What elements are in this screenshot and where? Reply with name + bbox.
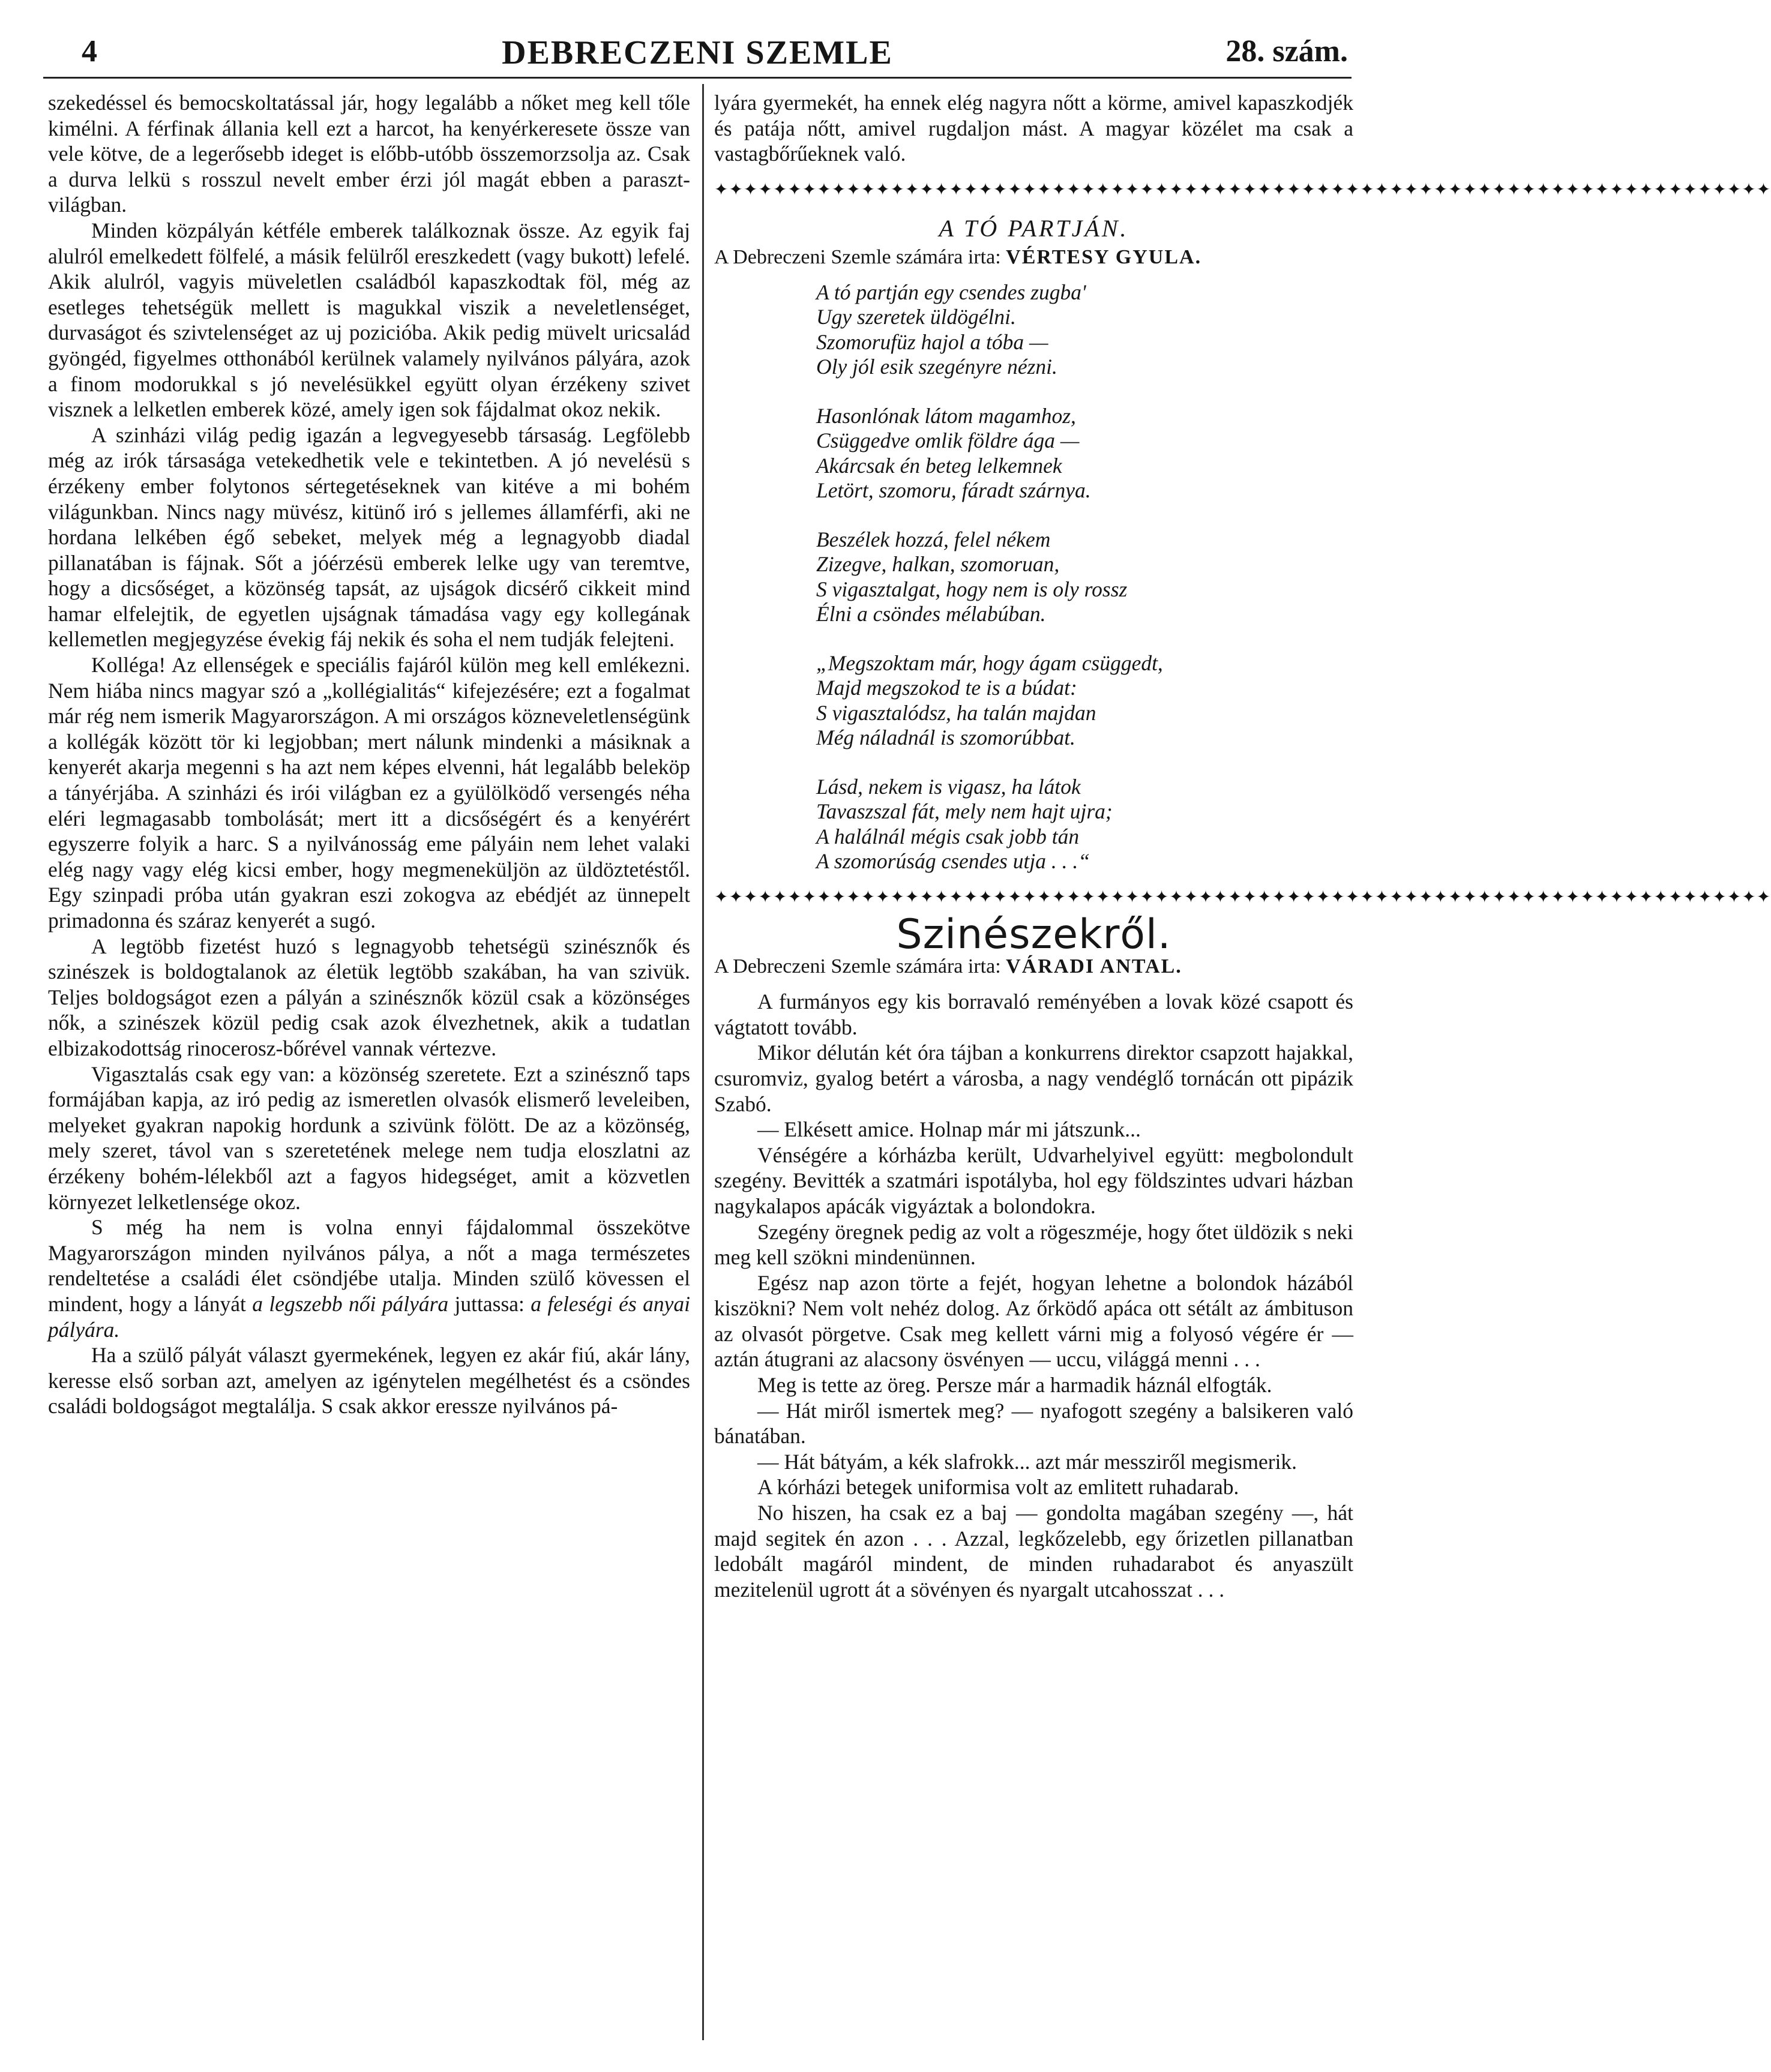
- poem-stanza: [816, 404, 1353, 503]
- poem-line: Letört, szomoru, fáradt szárnya.: [816, 478, 1091, 503]
- page-number: 4: [82, 34, 97, 68]
- paragraph: [48, 1215, 690, 1342]
- paragraph: lyára gyermekét, ha ennek elég nagyra nőtt a körme, amivel kapaszkodjék és patája nőtt, amivel rugdaljon mást. A magyar közélet ma csak a vastagbőrűeknek való.: [714, 91, 1353, 166]
- poem-line: Beszélek hozzá, felel nékem: [816, 527, 1051, 551]
- poem-line: Tavaszszal fát, mely nem hajt ujra;: [816, 799, 1113, 824]
- left-column: [48, 90, 690, 1419]
- poem-line: Lásd, nekem is vigasz, ha látok: [816, 774, 1081, 799]
- poem-line: S vigasztalódsz, ha talán majdan: [816, 700, 1096, 725]
- paragraph: — Hát miről ismertek meg? — nyafogott szegény a balsikeren való bánatában.: [714, 1398, 1353, 1449]
- poem-author: VÉRTESY GYULA.: [1006, 246, 1202, 269]
- right-column: [714, 90, 1771, 1602]
- paragraph: A kórházi betegek uniformisa volt az emlitett ruhadarab.: [757, 1475, 1239, 1500]
- poem-stanza: [816, 651, 1353, 751]
- paragraph: No hiszen, ha csak ez a baj — gondolta magában szegény —, hát majd segitek én azon . . . Azzal, legkőzelebb, egy őrizetlen pillanatban ledobált magáról mindent, de minden ruhadarabot és anyaszült mezitelenül ugrott át a sövényen és nyargalt utcahosszat . . .: [714, 1501, 1353, 1602]
- poem-line: Még náladnál is szomorúbbat.: [816, 725, 1075, 750]
- poem-line: Élni a csöndes mélabúban.: [816, 602, 1046, 626]
- poem-stanza: [816, 527, 1353, 627]
- poem-line: A tó partján egy csendes zugba': [816, 280, 1086, 304]
- poem-stanza: [816, 775, 1353, 874]
- ornament-divider: ✦✦✦✦✦✦✦✦✦✦✦✦✦✦✦✦✦✦✦✦✦✦✦✦✦✦✦✦✦✦✦✦✦✦✦✦✦✦✦✦✦✦✦✦✦✦✦✦✦✦✦✦✦✦✦✦✦✦✦✦✦✦✦✦✦✦✦✦✦✦✦✦: [714, 179, 1771, 199]
- paragraph-text: S még ha nem is volna ennyi fájdalommal összekötve Magyarországon minden nyilvános pálya, a nőt a maga természetes rendeltetése a családi élet csöndjébe utalja. Minden szülő kövessen el mindent, hogy a lányát: [48, 1215, 690, 1316]
- page-header: [43, 17, 1352, 79]
- paragraph-text: juttassa:: [448, 1291, 531, 1316]
- italic-phrase: a legszebb női pályára: [252, 1291, 449, 1316]
- paragraph: Egész nap azon törte a fejét, hogyan lehetne a bolondok házából kiszökni? Nem volt nehéz dolog. Az őrködő apáca ott sétált az ámbituson az olvasót pörgetve. Csak meg kellett várni mig a folyosó végére ér — aztán átugrani az alacsony ösvényen — uccu, világgá menni . . .: [714, 1270, 1353, 1372]
- paragraph: Minden közpályán kétféle emberek találkoznak össze. Az egyik faj alulról emelkedett fölfelé, a másik felülről ereszkedett (vagy bukott) lefelé. Akik alulról, vagyis müveletlen családból kapaszkodtak föl, még az esetleges tehetségük mellett is magukkal viszik a neveletlenséget, durvaságot és szivtelenséget az uj pozicióba. Akik pedig müvelt uricsalád gyöngéd, figyelmes otthonából kerülnek valamely nyilvános pályára, azok a finom modorukkal s jó nevelésükkel együtt olyan érzékeny szivet visznek a lelketlen emberek közé, amely igen sok fájdalmat okoz nekik.: [48, 218, 690, 422]
- paragraph: Mikor délután két óra tájban a konkurrens direktor csapzott hajakkal, csuromviz, gyalog betért a városba, a nagy vendéglő tornácán ott pipázik Szabó.: [714, 1041, 1353, 1116]
- paragraph: Vénségére a kórházba került, Udvarhelyivel együtt: megbolondult szegény. Bevitték a szatmári ispotályba, hol egy földszintes udvari házban nagykalapos apácák vigyáztak a bolondokra.: [714, 1143, 1353, 1218]
- poem-line: Ugy szeretek üldögélni.: [816, 305, 1016, 329]
- poem-line: Majd megszokod te is a búdat:: [816, 676, 1077, 700]
- article-author: VÁRADI ANTAL.: [1006, 955, 1182, 977]
- byline-prefix: A Debreczeni Szemle számára irta:: [714, 955, 1001, 977]
- article-title: Szinészekről.: [896, 910, 1171, 958]
- paragraph: A szinházi világ pedig igazán a legvegyesebb társaság. Legfölebb még az irók társasága vetekedhetik vele e tekintetben. A jó nevelésü s érzékeny ember folytonos sértegetéseknek van kitéve a mi bohém világunkban. Nincs nagy müvész, kitünő iró s jellemes államférfi, aki ne hordana lelkében égő sebeket, melyek még a legnagyobb diadal pillanatában is fájnak. Sőt a jóérzésü emberek lelke ugy van teremtve, hogy a dicsőséget, a közönség tapsát, az ujságok dicsérő cikkeit mind hamar elfelejtik, de egyetlen ujságnak támadása vagy egy kollegának kellemetlen megjegyzése évekig fáj nekik és soha el nem tudják felejteni.: [48, 422, 690, 652]
- paragraph: szekedéssel és bemocskoltatással jár, hogy legalább a nőket meg kell tőle kimélni. A férfinak állania kell ezt a harcot, ha kenyérkeresete össze van vele kötve, de a legerősebb ideget is előbb-utóbb összemorzsolja az. Csak a durva lelkü s rosszul nevelt ember érzi jól magát ebben a paraszt-világban.: [48, 91, 690, 217]
- byline-prefix: A Debreczeni Szemle számára irta:: [714, 246, 1001, 269]
- poem-line: Zizegve, halkan, szomoruan,: [816, 552, 1060, 577]
- poem-line: Akárcsak én beteg lelkemnek: [816, 453, 1062, 478]
- paragraph: — Hát bátyám, a kék slafrokk... azt már messziről megismerik.: [757, 1449, 1297, 1474]
- paragraph: Ha a szülő pályát választ gyermekének, legyen ez akár fiú, akár lány, keresse első sorban azt, amelyen az igénytelen megélhetést és a csöndes családi boldogságot megtalálja. S csak akkor eressze nyilvános pá-: [48, 1343, 690, 1419]
- poem-title: A TÓ PARTJÁN.: [939, 214, 1129, 242]
- column-divider: [702, 84, 704, 2040]
- paragraph: A furmányos egy kis borravaló reményében a lovak közé csapott és vágtatott tovább.: [714, 989, 1353, 1039]
- paragraph: Meg is tette az öreg. Persze már a harmadik háznál elfogták.: [757, 1373, 1272, 1398]
- paragraph: Vigasztalás csak egy van: a közönség szeretete. Ezt a szinésznő taps formájában kapja, az iró pedig az ismeretlen olvasók elismerő leveleiben, melyeket gyakran napokig hordunk a szivünk fölött. De az a közönség, mely szeret, távol van s szeretetének melege nem tudja eloszlatni az érzékeny bohém-lélekből azt a fagyos hidegséget, amit a közvetlen környezet lelketlensége okoz.: [48, 1062, 690, 1214]
- poem-line: Hasonlónak látom magamhoz,: [816, 403, 1076, 428]
- italic-phrase: a feleségi és anyai pályára.: [48, 1291, 690, 1342]
- paragraph: Kolléga! Az ellenségek e speciális fajáról külön meg kell emlékezni. Nem hiába nincs magyar szó a „kollégialitás“ kifejezésére; ezt a fogalmat már rég nem ismerik Magyarországon. A mi országos közneveletlenségünk a kollégák között tör ki legjobban; mert nálunk mindenki a másiknak a kenyerét akarja megenni s ha azt nem képes elvenni, hát legalább beleköp a tányérjába. A szinházi és irói világban ez a gyülölködő versengés néha eléri legmagasabb tombolását; mert itt a dicsőségért és a kenyérért egyszerre folyik a harc. S a nyilvánosság eme pályáin nem lehet valaki elég nagy vagy elég kicsi ember, hogy megmeneküljön az üldöztetéstől. Egy szinpadi próba után gyakran eszi zokogva az ebédjét az ünnepelt primadonna és száraz kenyerét a sugó.: [48, 653, 690, 932]
- poem-line: A szomorúság csendes utja . . .“: [816, 849, 1090, 874]
- paragraph: — Elkésett amice. Holnap már mi játszunk...: [757, 1117, 1141, 1142]
- article-byline: [714, 954, 1353, 980]
- issue-number: 28. szám.: [1225, 34, 1348, 68]
- paragraph: A legtöbb fizetést huzó s legnagyobb tehetségü szinésznők és szinészek is boldogtalanok az életük legtöbb szakában, ha van szivük. Teljes boldogságot ezen a pályán a szinésznők közül csak a közönséges nők, a szinészek közül pedig csak azok élvezhetnek, akik a tudatlan elbizakodottság rinocerosz-bőrével vannak vértezve.: [48, 934, 690, 1060]
- journal-title: DEBRECZENI SZEMLE: [502, 34, 893, 71]
- paragraph: Szegény öregnek pedig az volt a rögeszméje, hogy őtet üldözik s neki meg kell szökni mindenünnen.: [714, 1219, 1353, 1270]
- poem-line: „Megszoktam már, hogy ágam csüggedt,: [816, 650, 1163, 675]
- poem-line: Csüggedve omlik földre ága —: [816, 428, 1080, 453]
- poem-line: Szomorufüz hajol a tóba —: [816, 329, 1048, 354]
- ornament-divider: ✦✦✦✦✦✦✦✦✦✦✦✦✦✦✦✦✦✦✦✦✦✦✦✦✦✦✦✦✦✦✦✦✦✦✦✦✦✦✦✦✦✦✦✦✦✦✦✦✦✦✦✦✦✦✦✦✦✦✦✦✦✦✦✦✦✦✦✦✦✦✦✦: [714, 886, 1771, 907]
- poem-line: A halálnál mégis csak jobb tán: [816, 824, 1080, 848]
- poem-line: S vigasztalgat, hogy nem is oly rossz: [816, 577, 1128, 601]
- poem-line: Oly jól esik szegényre nézni.: [816, 355, 1057, 379]
- poem-stanza: [816, 280, 1353, 380]
- poem-byline: [714, 245, 1353, 271]
